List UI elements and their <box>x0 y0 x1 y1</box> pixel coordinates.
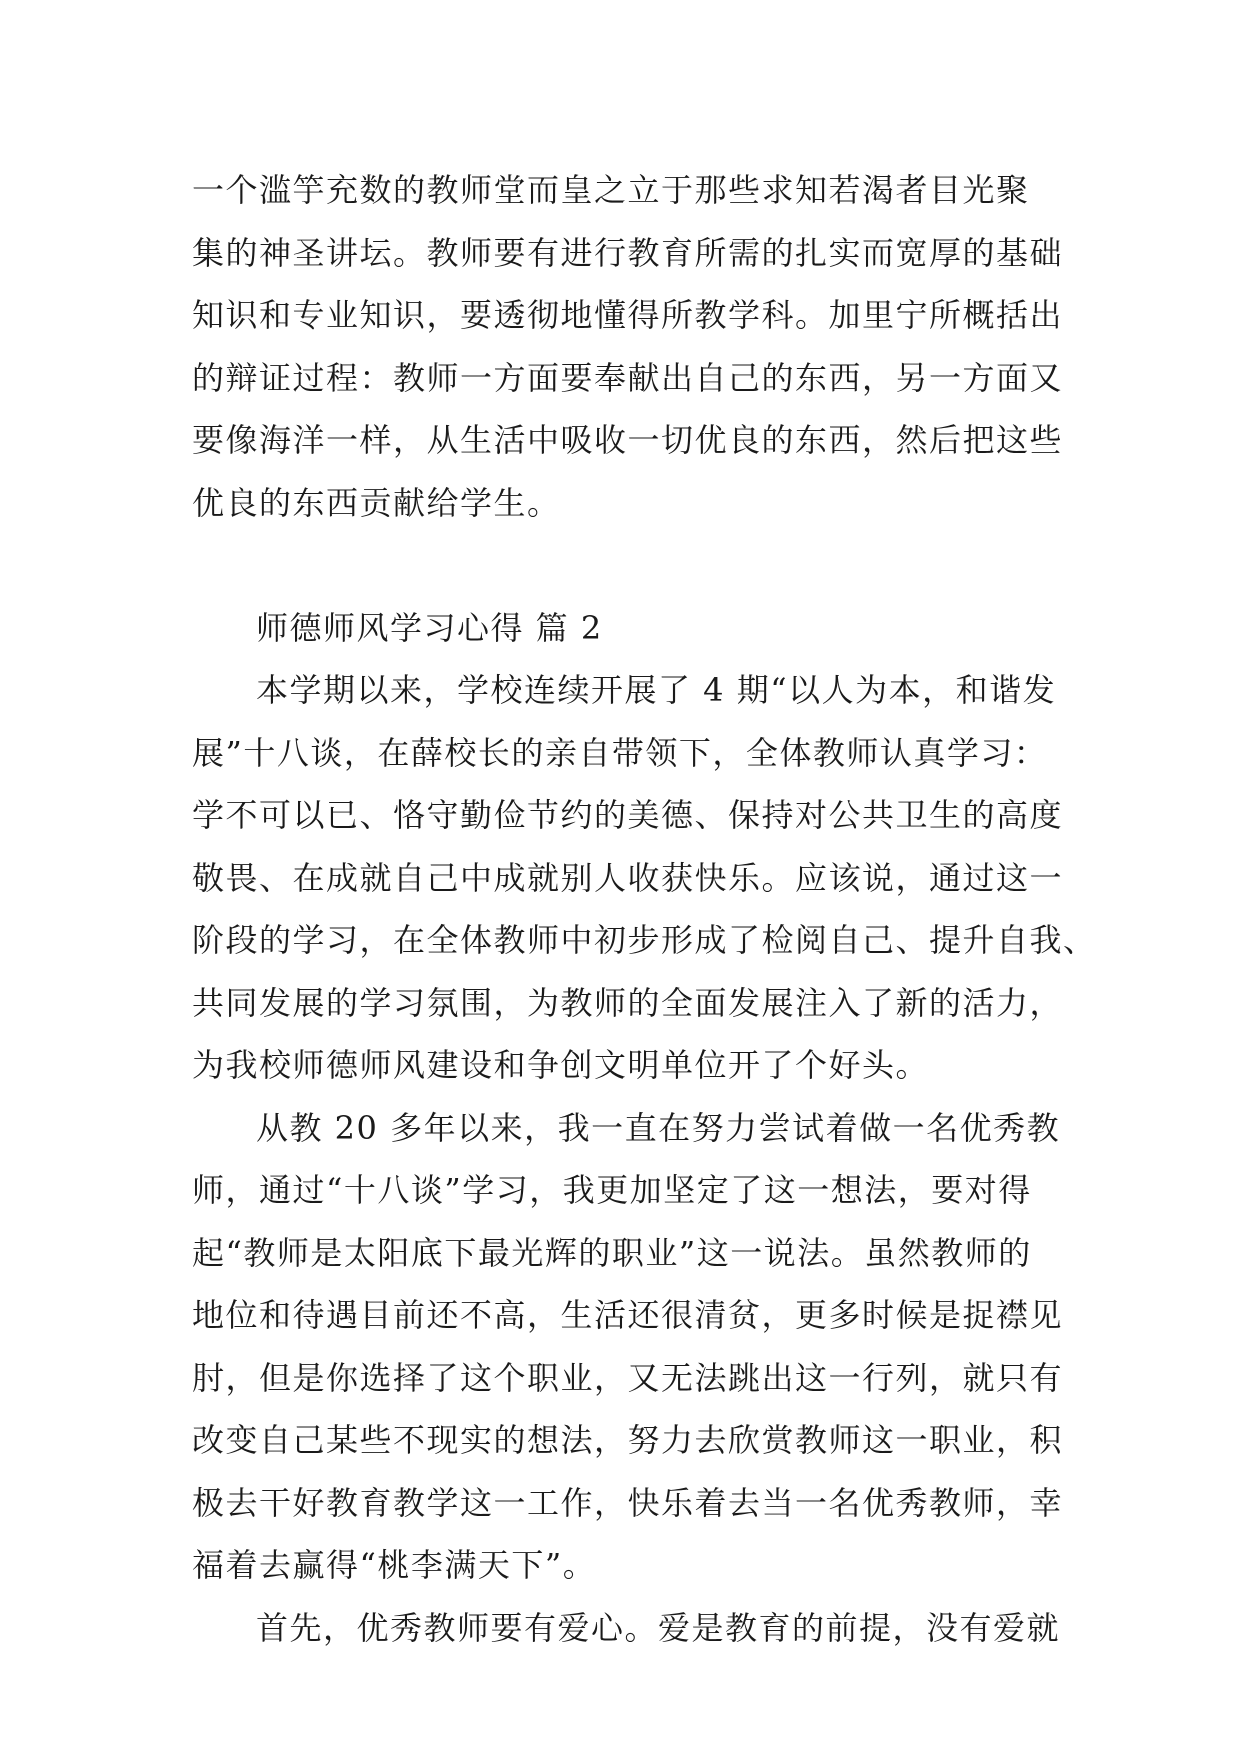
text-line: 要像海洋一样，从生活中吸收一切优良的东西，然后把这些 <box>192 421 1064 459</box>
text-line: 地位和待遇目前还不高，生活还很清贫，更多时候是捉襟见 <box>192 1296 1064 1334</box>
text-line: 从教 20 多年以来，我一直在努力尝试着做一名优秀教 <box>256 1108 1061 1147</box>
text-line: 敬畏、在成就自己中成就别人收获快乐。应该说，通过这一 <box>192 858 1064 897</box>
text-line: 首先，优秀教师要有爱心。爱是教育的前提，没有爱就 <box>256 1608 1061 1647</box>
paragraph-continuation <box>192 159 1064 534</box>
text-line: 肘，但是你选择了这个职业，又无法跳出这一行列，就只有 <box>192 1358 1064 1397</box>
text-line: 优良的东西贡献给学生。 <box>192 483 561 522</box>
text-line: 展”十八谈，在薛校长的亲自带领下，全体教师认真学习： <box>192 733 1048 772</box>
paragraph <box>192 1597 1061 1660</box>
text-line: 改变自己某些不现实的想法，努力去欣赏教师这一职业，积 <box>192 1421 1064 1459</box>
text-line: 学不可以已、恪守勤俭节约的美德、保持对公共卫生的高度 <box>192 796 1064 834</box>
section-title: 师德师风学习心得 篇 2 <box>256 608 603 647</box>
text-line: 为我校师德师风建设和争创文明单位开了个好头。 <box>192 1046 930 1084</box>
text-line: 极去干好教育教学这一工作，快乐着去当一名优秀教师，幸 <box>192 1483 1064 1522</box>
paragraph-gap <box>192 534 1052 597</box>
text-line: 知识和专业知识，要透彻地懂得所教学科。加里宁所概括出 <box>192 296 1064 334</box>
paragraph <box>192 1097 1064 1597</box>
text-line: 共同发展的学习氛围，为教师的全面发展注入了新的活力， <box>192 983 1064 1022</box>
text-line: 阶段的学习，在全体教师中初步形成了检阅自己、提升自我、 <box>192 921 1097 959</box>
document-body <box>192 159 1097 1659</box>
text-line: 的辩证过程：教师一方面要奉献出自己的东西，另一方面又 <box>192 358 1064 397</box>
text-line: 师，通过“十八谈”学习，我更加坚定了这一想法，要对得 <box>192 1171 1032 1209</box>
text-line: 本学期以来，学校连续开展了 4 期“以人为本，和谐发 <box>256 671 1057 709</box>
text-line: 起“教师是太阳底下最光辉的职业”这一说法。虽然教师的 <box>192 1233 1032 1272</box>
paragraph <box>192 659 1097 1097</box>
text-line: 集的神圣讲坛。教师要有进行教育所需的扎实而宽厚的基础 <box>192 233 1064 272</box>
text-line: 福着去赢得“桃李满天下”。 <box>192 1546 597 1584</box>
text-line: 一个滥竽充数的教师堂而皇之立于那些求知若渴者目光聚 <box>192 171 1030 209</box>
